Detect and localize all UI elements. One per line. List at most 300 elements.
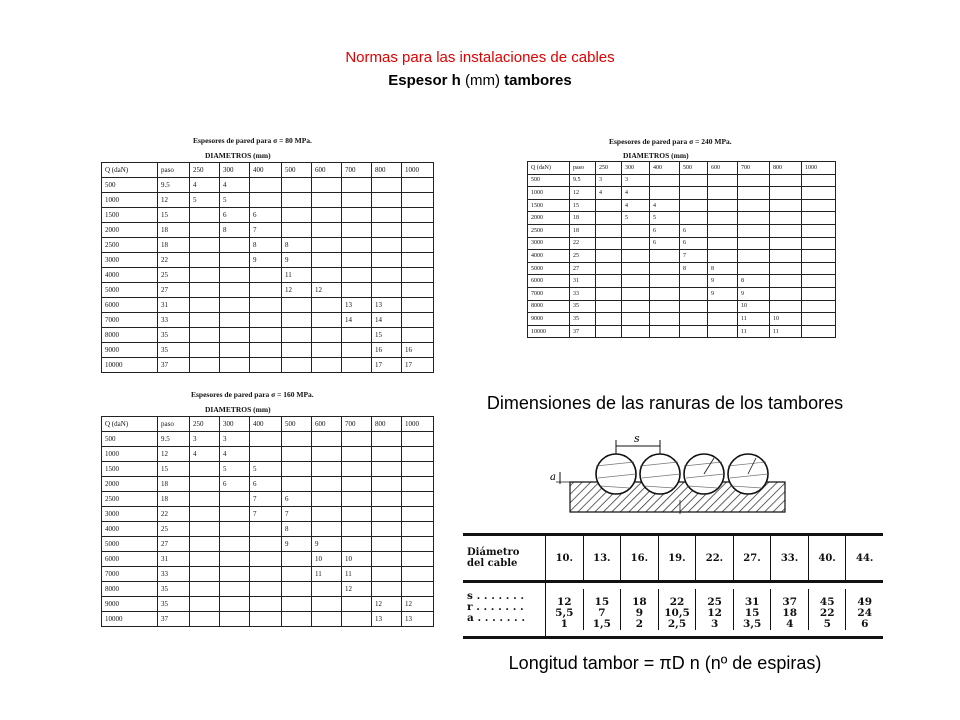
table-cell bbox=[250, 432, 282, 447]
table-cell bbox=[342, 343, 372, 358]
table-cell bbox=[372, 582, 402, 597]
table-cell bbox=[622, 275, 650, 288]
column-header: 700 bbox=[342, 163, 372, 178]
table-cell bbox=[190, 253, 220, 268]
table-cell bbox=[250, 343, 282, 358]
column-header: 300 bbox=[220, 163, 250, 178]
table-cell bbox=[802, 313, 836, 326]
table-subcaption: DIAMETROS (mm) bbox=[623, 151, 689, 160]
table-cell: 11 bbox=[770, 325, 802, 338]
table-cell bbox=[680, 275, 708, 288]
table-cell: 3 bbox=[190, 432, 220, 447]
thickness-table-240mpa bbox=[527, 134, 817, 362]
table-cell bbox=[596, 325, 622, 338]
table-cell: 9 bbox=[250, 253, 282, 268]
table-cell: 4 bbox=[190, 178, 220, 193]
column-header: 400 bbox=[250, 417, 282, 432]
thickness-table-80mpa bbox=[101, 133, 419, 375]
table-row bbox=[102, 507, 434, 522]
table-cell bbox=[312, 178, 342, 193]
table-cell bbox=[190, 328, 220, 343]
column-header: 400 bbox=[250, 163, 282, 178]
table-cell bbox=[342, 358, 372, 373]
table-row bbox=[102, 223, 434, 238]
column-header: 700 bbox=[342, 417, 372, 432]
table-cell: 27 bbox=[158, 283, 190, 298]
table-cell: 6 bbox=[650, 237, 680, 250]
dimension-column bbox=[771, 589, 809, 630]
table-cell bbox=[342, 432, 372, 447]
table-cell bbox=[190, 597, 220, 612]
table-cell bbox=[220, 567, 250, 582]
table-cell bbox=[650, 275, 680, 288]
table-cell bbox=[596, 275, 622, 288]
table-cell: 17 bbox=[402, 358, 434, 373]
table-cell: 22 bbox=[570, 237, 596, 250]
cable-diameter-cell: 40. bbox=[808, 536, 846, 580]
table-cell bbox=[738, 262, 770, 275]
table-cell bbox=[402, 193, 434, 208]
table-cell bbox=[190, 238, 220, 253]
table-cell bbox=[770, 250, 802, 263]
table-cell bbox=[282, 313, 312, 328]
table-cell bbox=[342, 612, 372, 627]
column-header: 500 bbox=[282, 163, 312, 178]
table-cell bbox=[220, 313, 250, 328]
table-row bbox=[528, 174, 836, 187]
table-cell: 9000 bbox=[528, 313, 570, 326]
dimension-value-a: 1,5 bbox=[592, 618, 611, 630]
cable-diameter-cell: 13. bbox=[583, 536, 621, 580]
table-cell: 7 bbox=[680, 250, 708, 263]
table-cell bbox=[342, 462, 372, 477]
table-cell: 9.5 bbox=[158, 178, 190, 193]
table-cell: 35 bbox=[158, 597, 190, 612]
table-cell bbox=[250, 447, 282, 462]
column-header: 700 bbox=[738, 162, 770, 175]
table-row bbox=[102, 268, 434, 283]
table-cell: 37 bbox=[158, 358, 190, 373]
table-cell: 2500 bbox=[102, 492, 158, 507]
table-cell: 2500 bbox=[102, 238, 158, 253]
table-cell bbox=[802, 212, 836, 225]
table-cell bbox=[596, 212, 622, 225]
table-cell: 18 bbox=[158, 238, 190, 253]
table-cell: 17 bbox=[372, 358, 402, 373]
table-cell: 3 bbox=[596, 174, 622, 187]
subtitle-bold-part-2: tambores bbox=[504, 72, 572, 89]
table-cell: 4 bbox=[622, 199, 650, 212]
table-cell bbox=[680, 287, 708, 300]
diameter-cells bbox=[546, 535, 884, 582]
table-cell bbox=[596, 250, 622, 263]
dimension-value-r: 18 bbox=[782, 607, 798, 619]
table-cell bbox=[312, 238, 342, 253]
table-cell bbox=[650, 325, 680, 338]
table-cell: 3 bbox=[220, 432, 250, 447]
table-cell bbox=[802, 237, 836, 250]
table-cell bbox=[372, 283, 402, 298]
column-header: 400 bbox=[650, 162, 680, 175]
dimension-value-a: 3,5 bbox=[743, 618, 762, 630]
table-cell: 5 bbox=[190, 193, 220, 208]
table-cell: 8 bbox=[282, 522, 312, 537]
table-cell bbox=[708, 325, 738, 338]
table-cell bbox=[342, 597, 372, 612]
table-cell: 16 bbox=[402, 343, 434, 358]
table-cell bbox=[220, 612, 250, 627]
table-cell bbox=[650, 250, 680, 263]
table-cell bbox=[402, 283, 434, 298]
table-cell: 1000 bbox=[102, 447, 158, 462]
dimension-value-s: 12 bbox=[556, 596, 572, 608]
table-cell: 1000 bbox=[528, 187, 570, 200]
column-header: paso bbox=[158, 163, 190, 178]
column-header: 800 bbox=[770, 162, 802, 175]
table-cell: 5 bbox=[220, 193, 250, 208]
table-cell: 4 bbox=[650, 199, 680, 212]
column-header: 600 bbox=[708, 162, 738, 175]
table-cell bbox=[622, 287, 650, 300]
table-cell: 15 bbox=[158, 208, 190, 223]
groove-dimensions-table bbox=[463, 533, 883, 639]
table-cell bbox=[770, 174, 802, 187]
table-cell bbox=[402, 328, 434, 343]
column-header: 300 bbox=[622, 162, 650, 175]
table-cell bbox=[220, 298, 250, 313]
grooves-heading: Dimensiones de las ranuras de los tambores bbox=[486, 393, 844, 413]
table-cell bbox=[372, 223, 402, 238]
table-cell bbox=[250, 567, 282, 582]
dimension-value-s: 15 bbox=[594, 596, 610, 608]
cable-diameter-cell: 22. bbox=[696, 536, 734, 580]
table-cell bbox=[250, 328, 282, 343]
thickness-grid bbox=[101, 162, 434, 373]
table-row bbox=[102, 477, 434, 492]
table-cell bbox=[708, 300, 738, 313]
table-cell: 8 bbox=[282, 238, 312, 253]
column-header: Q (daN) bbox=[102, 163, 158, 178]
page-subtitle bbox=[0, 72, 960, 89]
table-cell bbox=[680, 212, 708, 225]
table-cell: 12 bbox=[282, 283, 312, 298]
table-cell: 10 bbox=[738, 300, 770, 313]
table-cell: 12 bbox=[402, 597, 434, 612]
table-cell bbox=[708, 174, 738, 187]
dimension-values bbox=[546, 582, 884, 638]
table-cell: 6000 bbox=[528, 275, 570, 288]
table-cell bbox=[596, 224, 622, 237]
table-row bbox=[102, 328, 434, 343]
column-header: 1000 bbox=[402, 163, 434, 178]
table-row bbox=[102, 313, 434, 328]
table-cell bbox=[708, 187, 738, 200]
table-cell bbox=[312, 328, 342, 343]
table-cell bbox=[190, 268, 220, 283]
table-cell: 2000 bbox=[102, 477, 158, 492]
table-cell bbox=[190, 522, 220, 537]
dimension-value-a: 2,5 bbox=[667, 618, 687, 630]
table-cell: 8 bbox=[680, 262, 708, 275]
table-cell bbox=[802, 187, 836, 200]
cable-diameter-cell: 19. bbox=[658, 536, 696, 580]
table-cell: 10 bbox=[312, 552, 342, 567]
table-cell: 35 bbox=[158, 328, 190, 343]
table-cell bbox=[342, 507, 372, 522]
table-cell: 12 bbox=[158, 193, 190, 208]
table-cell bbox=[190, 462, 220, 477]
table-cell: 8000 bbox=[102, 328, 158, 343]
table-cell bbox=[738, 224, 770, 237]
table-subcaption: DIAMETROS (mm) bbox=[205, 151, 271, 160]
table-cell bbox=[622, 250, 650, 263]
dimension-value-s: 37 bbox=[782, 596, 798, 608]
table-header-row bbox=[528, 162, 836, 175]
table-cell bbox=[250, 552, 282, 567]
table-cell bbox=[402, 298, 434, 313]
table-row bbox=[102, 178, 434, 193]
table-cell bbox=[402, 462, 434, 477]
column-header: 600 bbox=[312, 163, 342, 178]
table-cell: 15 bbox=[570, 199, 596, 212]
table-cell bbox=[190, 492, 220, 507]
table-cell bbox=[312, 432, 342, 447]
table-cell: 11 bbox=[738, 313, 770, 326]
table-row bbox=[102, 522, 434, 537]
table-cell: 16 bbox=[372, 343, 402, 358]
table-row bbox=[102, 537, 434, 552]
table-cell: 6 bbox=[680, 224, 708, 237]
table-cell: 4 bbox=[622, 187, 650, 200]
table-cell bbox=[680, 199, 708, 212]
dimension-column bbox=[583, 589, 621, 630]
table-cell bbox=[402, 522, 434, 537]
dimension-value-r: 22 bbox=[819, 607, 835, 619]
table-cell: 9.5 bbox=[158, 432, 190, 447]
dimension-column bbox=[696, 589, 734, 630]
table-cell: 7 bbox=[282, 507, 312, 522]
thickness-grid bbox=[101, 416, 434, 627]
table-cell bbox=[190, 223, 220, 238]
dimension-column bbox=[733, 589, 771, 630]
table-cell bbox=[596, 313, 622, 326]
dimension-value-r: 15 bbox=[744, 607, 760, 619]
table-cell bbox=[622, 262, 650, 275]
table-cell bbox=[372, 567, 402, 582]
table-cell bbox=[802, 250, 836, 263]
column-header: 800 bbox=[372, 417, 402, 432]
table-cell: 4000 bbox=[528, 250, 570, 263]
table-cell: 5000 bbox=[102, 283, 158, 298]
table-cell bbox=[312, 582, 342, 597]
table-cell bbox=[402, 313, 434, 328]
column-header: paso bbox=[570, 162, 596, 175]
table-cell: 6 bbox=[282, 492, 312, 507]
column-header: 300 bbox=[220, 417, 250, 432]
table-cell bbox=[312, 447, 342, 462]
table-cell bbox=[250, 597, 282, 612]
table-cell: 12 bbox=[372, 597, 402, 612]
table-cell: 4 bbox=[596, 187, 622, 200]
table-row bbox=[102, 567, 434, 582]
table-cell bbox=[220, 597, 250, 612]
table-cell bbox=[312, 298, 342, 313]
dimension-column bbox=[546, 589, 583, 630]
dimension-value-s: 45 bbox=[819, 596, 835, 608]
table-cell bbox=[770, 224, 802, 237]
table-cell: 9.5 bbox=[570, 174, 596, 187]
table-cell bbox=[312, 477, 342, 492]
table-row bbox=[528, 224, 836, 237]
table-cell bbox=[282, 582, 312, 597]
column-header: 600 bbox=[312, 417, 342, 432]
table-cell bbox=[680, 174, 708, 187]
table-row bbox=[528, 199, 836, 212]
column-header: 500 bbox=[282, 417, 312, 432]
table-cell bbox=[708, 313, 738, 326]
table-caption: Espesores de pared para σ = 160 MPa. bbox=[191, 390, 314, 399]
thickness-grid bbox=[527, 161, 836, 338]
table-cell: 10 bbox=[342, 552, 372, 567]
table-row bbox=[528, 325, 836, 338]
label-s: s bbox=[634, 432, 640, 445]
table-row bbox=[102, 208, 434, 223]
subtitle-bold-part: Espesor h bbox=[388, 72, 461, 89]
table-cell: 13 bbox=[402, 612, 434, 627]
table-cell: 8000 bbox=[102, 582, 158, 597]
cable-diameter-cell: 44. bbox=[855, 552, 874, 564]
dimension-value-r: 5,5 bbox=[555, 607, 574, 619]
table-row bbox=[528, 250, 836, 263]
table-cell bbox=[190, 552, 220, 567]
table-cell bbox=[708, 237, 738, 250]
table-cell bbox=[342, 522, 372, 537]
cable-diameter-cell: 33. bbox=[771, 536, 809, 580]
table-cell: 9 bbox=[312, 537, 342, 552]
table-cell bbox=[312, 462, 342, 477]
cable-diameter-cell: 16. bbox=[621, 536, 659, 580]
table-cell bbox=[802, 275, 836, 288]
dimension-column bbox=[621, 589, 659, 630]
table-cell bbox=[650, 174, 680, 187]
table-cell: 18 bbox=[570, 212, 596, 225]
table-cell bbox=[802, 325, 836, 338]
table-cell bbox=[342, 477, 372, 492]
table-cell: 500 bbox=[528, 174, 570, 187]
table-cell bbox=[250, 537, 282, 552]
dimension-value-a: 4 bbox=[786, 618, 794, 630]
table-cell bbox=[220, 358, 250, 373]
table-cell: 18 bbox=[158, 492, 190, 507]
table-cell bbox=[220, 343, 250, 358]
table-cell bbox=[220, 328, 250, 343]
table-cell bbox=[802, 262, 836, 275]
table-caption: Espesores de pared para σ = 240 MPa. bbox=[609, 137, 732, 146]
subtitle-unit: (mm) bbox=[460, 72, 505, 89]
table-cell bbox=[402, 552, 434, 567]
dimension-column bbox=[846, 589, 883, 630]
table-cell bbox=[190, 313, 220, 328]
table-cell bbox=[312, 193, 342, 208]
table-cell bbox=[342, 283, 372, 298]
table-cell bbox=[282, 477, 312, 492]
table-cell bbox=[770, 300, 802, 313]
table-cell: 2500 bbox=[528, 224, 570, 237]
table-header-row bbox=[102, 163, 434, 178]
table-cell bbox=[220, 522, 250, 537]
table-cell bbox=[282, 597, 312, 612]
table-cell: 500 bbox=[102, 178, 158, 193]
table-cell bbox=[312, 223, 342, 238]
table-cell: 6 bbox=[250, 208, 282, 223]
column-header: 250 bbox=[190, 417, 220, 432]
table-cell: 2000 bbox=[102, 223, 158, 238]
table-cell bbox=[282, 178, 312, 193]
table-cell bbox=[282, 193, 312, 208]
table-cell bbox=[372, 522, 402, 537]
dimension-value-a: 2 bbox=[635, 618, 644, 630]
table-cell bbox=[372, 253, 402, 268]
table-cell: 33 bbox=[158, 313, 190, 328]
dimension-column bbox=[658, 589, 696, 630]
table-cell bbox=[282, 447, 312, 462]
table-cell: 8 bbox=[250, 238, 282, 253]
dimension-value-a: 1 bbox=[560, 618, 568, 630]
table-cell bbox=[342, 238, 372, 253]
table-cell bbox=[190, 537, 220, 552]
table-cell: 5 bbox=[220, 462, 250, 477]
table-cell bbox=[596, 300, 622, 313]
table-cell bbox=[250, 193, 282, 208]
table-row bbox=[102, 492, 434, 507]
dimension-value-a: 3 bbox=[710, 618, 719, 630]
table-cell: 25 bbox=[570, 250, 596, 263]
table-cell: 31 bbox=[158, 552, 190, 567]
table-cell: 6 bbox=[650, 224, 680, 237]
table-cell: 37 bbox=[570, 325, 596, 338]
table-cell bbox=[282, 358, 312, 373]
table-cell bbox=[372, 477, 402, 492]
table-cell: 25 bbox=[158, 522, 190, 537]
table-cell bbox=[250, 283, 282, 298]
table-row bbox=[102, 238, 434, 253]
table-cell: 27 bbox=[570, 262, 596, 275]
table-cell bbox=[770, 212, 802, 225]
table-cell: 13 bbox=[372, 298, 402, 313]
table-cell bbox=[622, 300, 650, 313]
table-cell bbox=[402, 268, 434, 283]
table-cell bbox=[250, 582, 282, 597]
page-title: Normas para las instalaciones de cables bbox=[345, 49, 615, 66]
table-cell: 11 bbox=[282, 268, 312, 283]
table-cell: 5 bbox=[650, 212, 680, 225]
table-cell bbox=[680, 325, 708, 338]
table-cell bbox=[282, 567, 312, 582]
table-cell: 5 bbox=[622, 212, 650, 225]
table-cell: 18 bbox=[158, 477, 190, 492]
table-cell: 9000 bbox=[102, 343, 158, 358]
table-cell bbox=[282, 612, 312, 627]
drum-groove-diagram bbox=[530, 432, 792, 520]
column-header: 250 bbox=[596, 162, 622, 175]
table-cell: 500 bbox=[102, 432, 158, 447]
table-cell bbox=[708, 250, 738, 263]
table-cell: 3000 bbox=[102, 507, 158, 522]
table-cell: 9000 bbox=[102, 597, 158, 612]
table-cell bbox=[190, 358, 220, 373]
dimension-value-r: 10,5 bbox=[664, 607, 690, 619]
table-row bbox=[102, 283, 434, 298]
